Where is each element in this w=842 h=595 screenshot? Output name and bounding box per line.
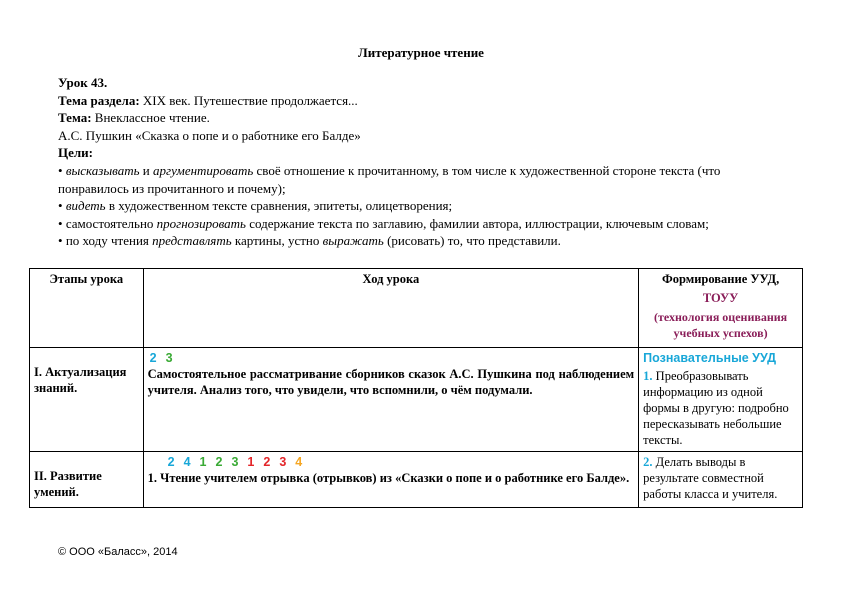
uud-item — [643, 454, 798, 502]
stage-cell — [30, 348, 144, 452]
uud-title: Познавательные УУД — [643, 351, 776, 365]
uud-text: Преобразовывать информацию из одной формы в другую: подробно пересказывать небольшие тексты. — [643, 369, 789, 447]
work-title: А.С. Пушкин «Сказка о попе и о работнике его Балде» — [58, 127, 361, 143]
uud-number: 1. — [643, 369, 653, 383]
stage-number: II. — [34, 469, 47, 483]
section-line — [58, 92, 788, 110]
section-value: XIX век. Путешествие продолжается... — [139, 92, 358, 108]
course-cell — [143, 452, 639, 508]
method-code: 1 — [199, 455, 207, 469]
goal-verb: представлять — [152, 233, 232, 249]
bullet-icon: • — [58, 233, 63, 249]
header-uud-title: Формирование УУД, — [661, 272, 780, 286]
goal-item — [58, 232, 788, 250]
uud-cell — [639, 348, 803, 452]
stage-label: Актуализация знаний. — [34, 365, 127, 395]
goal-item — [58, 197, 788, 215]
goal-item — [58, 162, 788, 197]
page-title: Литературное чтение — [358, 45, 484, 60]
method-codes — [148, 454, 635, 470]
method-code: 4 — [183, 455, 191, 469]
method-code: 1 — [247, 455, 255, 469]
course-text: 1. Чтение учителем отрывка (отрывков) из «Сказки о попе и о работнике его Балде». — [147, 471, 630, 485]
copyright-footer: © ООО «Баласс», 2014 — [58, 546, 178, 558]
goal-text: самостоятельно — [65, 215, 157, 231]
course-text: Самостоятельное рассматривание сборников сказок А.С. Пушкина под наблюдением учителя. Анализ того, что увидели, что вспомнили, о чём подумали. — [147, 367, 635, 397]
bullet-icon: • — [58, 162, 63, 178]
method-code: 3 — [231, 455, 239, 469]
goal-text: своё отношение к прочитанному, в том числе к художественной стороне текста (что понравилось из прочитанного и почему); — [58, 162, 721, 196]
method-code: 2 — [149, 351, 157, 365]
uud-cell — [639, 452, 803, 508]
goal-verb: аргументировать — [153, 162, 254, 178]
table-row — [30, 348, 803, 452]
method-code: 2 — [215, 455, 223, 469]
topic-value: Внеклассное чтение. — [91, 110, 210, 126]
topic-label: Тема: — [58, 110, 92, 126]
method-code: 2 — [263, 455, 271, 469]
method-codes — [148, 350, 635, 366]
header-stage: Этапы урока — [30, 269, 144, 348]
goals-label: Цели: — [58, 145, 93, 161]
table-header-row — [30, 269, 803, 348]
stage-cell — [30, 452, 144, 508]
header-course: Ход урока — [143, 269, 639, 348]
table-row — [30, 452, 803, 508]
header-touu: ТОУУ — [702, 291, 739, 305]
goal-text: и — [139, 162, 153, 178]
goal-text: в художественном тексте сравнения, эпитеты, олицетворения; — [105, 198, 453, 214]
goal-text: содержание текста по заглавию, фамилии автора, иллюстрации, ключевым словам; — [245, 215, 709, 231]
uud-number: 2. — [643, 455, 653, 469]
uud-item — [643, 368, 798, 448]
topic-line — [58, 109, 788, 127]
method-code: 3 — [279, 455, 287, 469]
goal-verb: видеть — [65, 198, 106, 214]
lesson-number: Урок 43. — [58, 75, 108, 90]
course-cell — [143, 348, 639, 452]
bullet-icon: • — [58, 198, 63, 214]
method-code: 4 — [295, 455, 303, 469]
goal-text: картины, устно — [231, 233, 323, 249]
section-label: Тема раздела: — [58, 92, 140, 108]
stage-label: Развитие умений. — [34, 469, 102, 499]
goal-verb: выражать — [322, 233, 384, 249]
bullet-icon: • — [58, 215, 63, 231]
stage-number: I. — [34, 365, 42, 379]
lesson-intro — [58, 74, 788, 250]
header-touu-full: (технология оценивания учебных успехов) — [653, 310, 788, 340]
method-code: 2 — [167, 455, 175, 469]
goal-text: по ходу чтения — [65, 233, 153, 249]
header-uud — [639, 269, 803, 348]
goal-item — [58, 215, 788, 233]
uud-text: Делать выводы в результате совместной работы класса и учителя. — [643, 455, 778, 501]
goal-text: (рисовать) то, что представили. — [383, 233, 561, 249]
goal-verb: прогнозировать — [156, 215, 246, 231]
method-code: 3 — [165, 351, 173, 365]
goal-verb: высказывать — [65, 162, 140, 178]
lesson-table — [29, 268, 803, 508]
